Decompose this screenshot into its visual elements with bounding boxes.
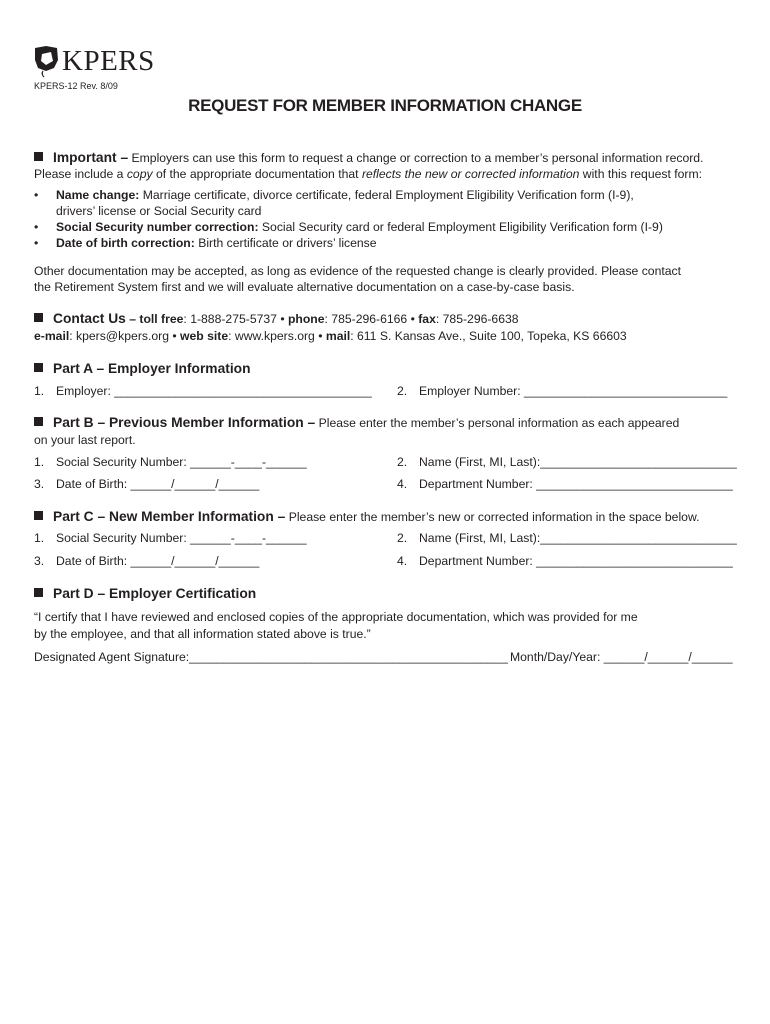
field-number: 2. (397, 384, 408, 398)
square-bullet-icon (34, 363, 43, 372)
website-value: : www.kpers.org • (228, 329, 326, 343)
employer-field[interactable] (34, 383, 372, 399)
fax-label: fax (418, 312, 436, 326)
field-number: 2. (397, 455, 408, 469)
prev-department-field[interactable] (397, 476, 733, 492)
new-department-label[interactable]: Department Number: _____________________________ (419, 554, 733, 568)
prev-name-field[interactable] (397, 454, 737, 470)
mail-label: mail (325, 329, 351, 343)
new-dob-label[interactable]: Date of Birth: ______/______/______ (56, 554, 260, 568)
bullet-icon: • (34, 188, 39, 202)
other-docs-line-2: the Retirement System first and we will evaluate alternative documentation on a case-by-case basis. (34, 280, 575, 294)
new-department-field[interactable] (397, 553, 733, 569)
contact-dash: – (125, 312, 140, 326)
field-number: 3. (34, 477, 45, 491)
new-name-label[interactable]: Name (First, MI, Last):_____________________________ (419, 531, 737, 545)
new-ssn-label[interactable]: Social Security Number: ______-____-______ (56, 531, 307, 545)
bullet-label: Name change: (56, 188, 140, 202)
contact-heading: Contact Us (53, 311, 126, 326)
part-b-desc-cont: on your last report. (34, 433, 136, 447)
important-text: Employers can use this form to request a change or correction to a member’s personal information record. (131, 151, 704, 165)
employer-label[interactable]: Employer: ______________________________________ (56, 384, 372, 398)
new-name-field[interactable] (397, 530, 737, 546)
form-number: KPERS-12 Rev. 8/09 (34, 81, 118, 91)
important-line-1 (34, 150, 703, 166)
bullet-dob-correction (34, 235, 377, 251)
bullet-icon: • (34, 220, 39, 234)
prev-name-label[interactable]: Name (First, MI, Last):_____________________________ (419, 455, 737, 469)
part-b-title: Part B – Previous Member Information – (53, 415, 316, 430)
bullet-text: Birth certificate or drivers’ license (198, 236, 377, 250)
prev-ssn-label[interactable]: Social Security Number: ______-____-______ (56, 455, 307, 469)
certification-line-2: by the employee, and that all information stated above is true.” (34, 627, 371, 641)
employer-number-label[interactable]: Employer Number: ______________________________ (419, 384, 728, 398)
mail-value: : 611 S. Kansas Ave., Suite 100, Topeka, KS 66603 (350, 329, 627, 343)
field-number: 4. (397, 477, 408, 491)
bullet-icon: • (34, 236, 39, 250)
important-label: Important – (53, 150, 129, 165)
phone-label: phone (287, 312, 325, 326)
important-line-2 (34, 166, 702, 182)
part-d-title: Part D – Employer Certification (53, 586, 257, 601)
field-number: 4. (397, 554, 408, 568)
contact-line-1 (34, 311, 519, 327)
bullet-name-change-cont: drivers’ license or Social Security card (56, 204, 262, 218)
certification-line-1: “I certify that I have reviewed and enclosed copies of the appropriate documentation, which was provided for me (34, 610, 638, 624)
square-bullet-icon (34, 417, 43, 426)
website-label: web site (180, 329, 229, 343)
prev-dob-field[interactable] (34, 476, 259, 492)
square-bullet-icon (34, 313, 43, 322)
important-italic: reflects the new or corrected information (361, 167, 580, 181)
employer-number-field[interactable] (397, 383, 727, 399)
field-number: 2. (397, 531, 408, 545)
part-c-heading (34, 509, 699, 525)
important-text-a: Please include a (34, 167, 127, 181)
prev-ssn-field[interactable] (34, 454, 307, 470)
page-title: REQUEST FOR MEMBER INFORMATION CHANGE (188, 96, 582, 115)
phone-value: : 785-296-6166 • (324, 312, 419, 326)
fax-value: : 785-296-6638 (435, 312, 519, 326)
part-a-heading (34, 360, 251, 378)
field-number: 1. (34, 455, 45, 469)
bullet-name-change (34, 187, 634, 203)
bullet-ssn-correction (34, 219, 663, 235)
part-b-desc: Please enter the member’s personal information as each appeared (315, 416, 680, 430)
signature-field[interactable]: Designated Agent Signature:_______________________________________________ (34, 650, 508, 664)
tollfree-label: toll free (139, 312, 184, 326)
tollfree-value: : 1-888-275-5737 • (183, 312, 288, 326)
part-a-title: Part A – Employer Information (53, 361, 251, 376)
important-text-b: of the appropriate documentation that (152, 167, 362, 181)
square-bullet-icon (34, 511, 43, 520)
new-ssn-field[interactable] (34, 530, 307, 546)
bullet-label: Date of birth correction: (56, 236, 195, 250)
square-bullet-icon (34, 588, 43, 597)
part-c-title: Part C – New Member Information – (53, 509, 286, 524)
other-docs-line-1: Other documentation may be accepted, as long as evidence of the requested change is clearly provided. Please contact (34, 264, 682, 278)
signature-date-field[interactable]: Month/Day/Year: ______/______/______ (510, 650, 733, 664)
logo-wordmark: KPERS (62, 45, 155, 77)
email-label: e-mail (34, 329, 70, 343)
prev-dob-label[interactable]: Date of Birth: ______/______/______ (56, 477, 260, 491)
bullet-text: Social Security card or federal Employment Eligibility Verification form (I-9) (261, 220, 663, 234)
important-text-c: with this request form: (579, 167, 703, 181)
bullet-text: Marriage certificate, divorce certificate, federal Employment Eligibility Verification form (I-9), (142, 188, 634, 202)
square-bullet-icon (34, 152, 43, 161)
email-value: : kpers@kpers.org • (69, 329, 181, 343)
prev-department-label[interactable]: Department Number: _____________________________ (419, 477, 733, 491)
kpers-logo-icon (34, 44, 60, 78)
important-copy: copy (126, 167, 153, 181)
new-dob-field[interactable] (34, 553, 259, 569)
part-b-heading (34, 415, 679, 431)
part-c-desc: Please enter the member’s new or corrected information in the space below. (285, 510, 700, 524)
part-d-heading (34, 585, 256, 603)
field-number: 3. (34, 554, 45, 568)
field-number: 1. (34, 531, 45, 545)
kpers-logo (34, 44, 155, 78)
contact-line-2 (34, 328, 627, 344)
bullet-label: Social Security number correction: (56, 220, 259, 234)
field-number: 1. (34, 384, 45, 398)
